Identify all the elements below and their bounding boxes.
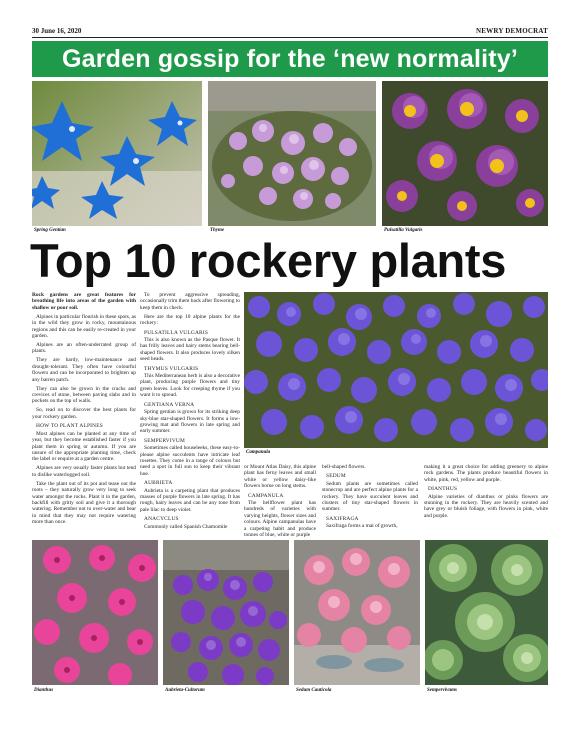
subheading: PULSATILLA VULGARIS xyxy=(144,329,209,336)
caption-thyme: Thyme xyxy=(210,228,225,233)
caption-campanula: Campanula xyxy=(246,450,271,455)
subheading: SEDUM xyxy=(326,473,346,480)
section-banner: Garden gossip for the ‘new normality’ xyxy=(32,41,548,77)
article-column-1 xyxy=(32,292,136,528)
article-column-2 xyxy=(140,292,240,533)
sempervivum-photo xyxy=(425,540,548,685)
campanula-photo xyxy=(244,292,548,448)
subheading: SAXIFRAGA xyxy=(326,515,359,522)
caption-dianthus: Dianthus xyxy=(34,688,54,693)
issue-date: 30 June 16, 2020 xyxy=(32,27,82,35)
paragraph: Alpines are very usually faster plants but tend to dislike waterlogged soil. xyxy=(32,465,136,478)
subheading: CAMPANULA xyxy=(248,492,284,499)
article-column-4 xyxy=(322,464,418,532)
subheading: GENTIANA VERNA xyxy=(144,401,195,408)
subheading: SEMPERVIVUM xyxy=(144,437,186,444)
paragraph: Alpine varieties of dianthus or pinks flowers are stunning in the rockery. They are heavily scented and have grey or bluish foliage, with flowers in pink, white and purple. xyxy=(424,493,548,519)
spring-gentian-photo xyxy=(32,81,202,226)
paragraph: Sedum plants are sometimes called stonecrop and are perfect alpine plants for a rockery. They have succulent leaves and clusters of tiny star-shaped flowers in summer. xyxy=(322,480,418,513)
article-column-3 xyxy=(244,464,316,541)
newspaper-name: NEWRY DEMOCRAT xyxy=(476,27,548,35)
paragraph: Alpines in particular flourish in these spots, as in the wild they grow in rocky, mountainous regions and this can be easily re-created in your garden. xyxy=(32,313,137,340)
caption-aubrieta: Aubrieta-Cultorum xyxy=(165,688,205,693)
subheading: AUBRIETA xyxy=(144,480,173,487)
paragraph: Commonly called Spanish Chamomile xyxy=(144,523,228,530)
paragraph: They can also be grown in the cracks and crevices of stone, between paving slabs and in pockets on the top of walls. xyxy=(32,385,136,405)
article-lead: Rock gardens are great features for breathing life into areas of the garden with shallow or poor soil. xyxy=(32,292,136,311)
subheading: THYMUS VULGARIS xyxy=(144,365,199,372)
paragraph: bell-shaped flowers. xyxy=(322,464,366,470)
aubrieta-photo xyxy=(163,540,289,685)
caption-pulsatilla: Pulsatilla Vulgaris xyxy=(384,228,423,233)
sedum-photo xyxy=(294,540,420,685)
paragraph: This Mediterranean herb is also a decorative plant, producing purple flowers and tiny green leaves. Look for creeping thyme if you want it to spread. xyxy=(140,373,240,399)
paragraph: Take the plant out of its pot and tease out the roots – they naturally grow very long to seek water amongst the rocks. Plant it in the garden, backfill with gritty soil and give it a thorough watering. Remember not to over-water and bear in mind that they may not require watering more than once. xyxy=(32,480,136,526)
paragraph: Here are the top 10 alpine plants for the rockery: xyxy=(140,313,240,327)
article-headline: Top 10 rockery plants xyxy=(30,234,507,287)
caption-sempervivum: Sempervivums xyxy=(427,688,457,693)
paragraph: or Mount Atlas Daisy, this alpine plant has ferny leaves and small white or yellow daisy-like flowers borne on long stems. xyxy=(244,464,316,490)
paragraph: Alpines are an often-underrated group of plants. xyxy=(32,342,136,355)
paragraph: Spring gentian is grown for its striking deep sky-blue star-shaped flowers. It forms a low-growing mat and flowers in late spring and early summer. xyxy=(140,409,240,435)
paragraph: Sometimes called houseleeks, these easy-to-please alpine succulents have intricate leaf rosettes. They come in a range of colours but need a spot in full sun to keep their vibrant hue. xyxy=(140,445,240,477)
article-column-5 xyxy=(424,464,548,522)
paragraph: The bellflower plant has hundreds of varieties with varying heights, flower sizes and colours. Alpine campanulas have a carpeting habit and produce tonnes of blue, white or purple xyxy=(244,500,316,539)
dianthus-photo xyxy=(32,540,158,685)
subheading: DIANTHUS xyxy=(428,486,458,493)
thyme-photo xyxy=(208,81,376,226)
paragraph: Aubrieta is a carpeting plant that produces masses of purple flowers in late spring. It has rough, hairy leaves and can be any tone from pale lilac to deep violet. xyxy=(140,487,240,513)
paragraph: making it a great choice for adding greenery to alpine rock gardens. The plants produce beautiful flowers in white, pink, red, yellow and purple. xyxy=(424,464,548,483)
header-rule xyxy=(32,37,548,38)
paragraph: To prevent aggressive spreading, occasionally trim them back after flowering to keep them in check. xyxy=(140,292,240,311)
caption-sedum: Sedum Cauticola xyxy=(296,688,332,693)
paragraph: Most alpines can be planted at any time of year, but they become established faster if you plant them in spring or autumn. If you are unsure of the appropriate planting time, check the label or enquire at a garden centre. xyxy=(32,430,136,463)
paragraph: So, read on to discover the best plants for your rockery garden. xyxy=(32,407,136,420)
paragraph: This is also known as the Pasque flower. It has frilly leaves and hairy stems bearing bell-shaped flowers. It also produces lovely silken seed heads. xyxy=(140,337,240,363)
pulsatilla-photo xyxy=(382,81,548,226)
subheading: ANACYCLUS xyxy=(144,516,179,523)
caption-spring-gentian: Spring Gentian xyxy=(34,228,66,233)
subheading: HOW TO PLANT ALPINES xyxy=(36,423,103,430)
paragraph: Saxifraga forms a mat of growth, xyxy=(326,523,398,530)
paragraph: They are hardy, low-maintenance and drought-tolerant. They often have colourful flowers and can be incorporated to brighten up any barren patch. xyxy=(32,357,136,383)
